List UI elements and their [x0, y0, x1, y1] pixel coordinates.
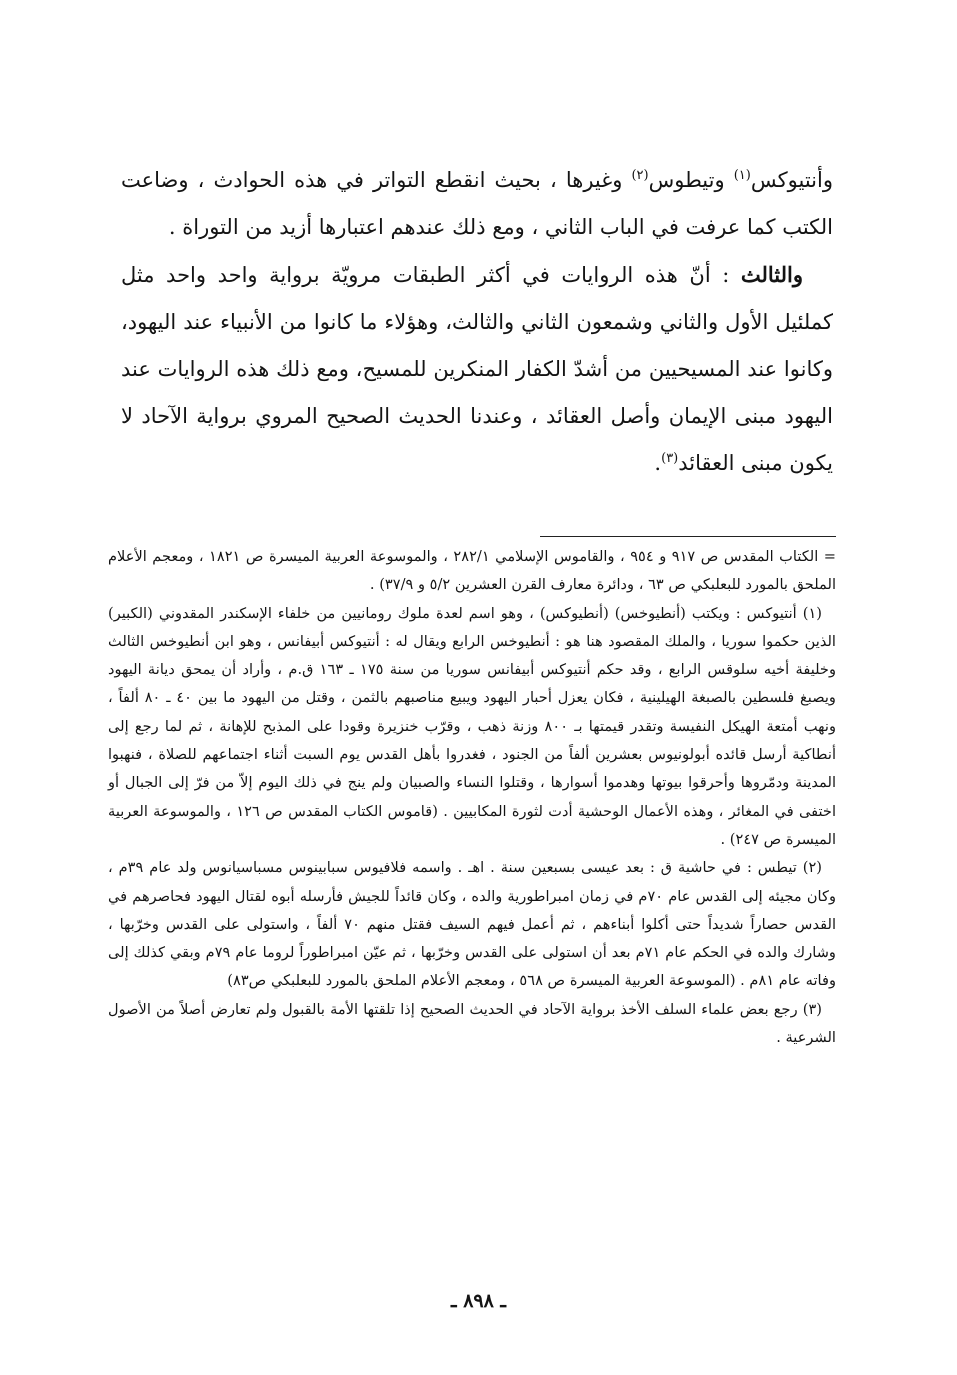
- footnote-1: (١) أنتيوكس : ويكتب (أنطيوخس) (أنطيوكس) ، وهو اسم لعدة ملوك رومانيين من خلفاء الإسكندر المقدوني (الكبير) الذين حكموا سوريا ، والملك المقصود هنا هو : أنطيوخس الرابع ويقال له : أنتيوكس أبيفانس ، وهو ابن أنطيوخس الثالث وخليفة أخيه سلوقس الرابع ، وقد حكم أنتيوكس أبيفانس سوريا من سنة ١٧٥ ـ ١٦٣ ق.م ، وأراد أن يمحق ديانة اليهود ويصبغ فلسطين بالصبغة الهيلينية ، فكان يعزل أحبار اليهود ويبيع مناصبهم بالثمن ، وقتل من اليهود ما بين ٤٠ ـ ٨٠ ألفاً ، ونهب أمتعة الهيكل النفيسة وتقدر قيمتها بـ ٨٠٠ وزنة ذهب ، وقرّب خنزيرة وقودا على المذبح للإهانة ، ثم لما رجع إلى أنطاكية أرسل قائده أبولونيوس بعشرين ألفاً من الجنود ، فغدروا بأهل القدس يوم السبت أثناء اجتماعهم للصلاة ، فنهبوا المدينة ودمّروها وأحرقوا بيوتها وهدموا أسوارها ، وقتلوا النساء والصبيان ولم ينج في ذلك اليوم إلاّ من فرّ إلى الجبال أو اختفى في المغائر ، وهذه الأعمال الوحشية أدت لثورة المكابيين . (قاموس الكتاب المقدس ص ١٢٦ ، والموسوعة العربية الميسرة ص ٢٤٧) .: [108, 604, 837, 848]
- paragraph-1: [121, 157, 833, 251]
- footnotes: [108, 543, 836, 1052]
- footnote-continuation: = الكتاب المقدس ص ٩١٧ و ٩٥٤ ، والقاموس الإسلامي ٢٨٢/١ ، والموسوعة العربية الميسرة ص ١٨٢١ ، ومعجم الأعلام الملحق بالمورد للبعلبكي ص ٦٣ ، ودائرة معارف القرن العشرين ٥/٢ و ٣٧/٩) .: [108, 548, 837, 594]
- footnote-ref-1: (١): [733, 168, 751, 183]
- page-number: ـ ٨٩٨ ـ: [451, 1290, 506, 1312]
- main-text: [121, 157, 833, 487]
- paragraph-1-text-a: وأنتيوكس: [750, 168, 833, 192]
- paragraph-2-end: .: [654, 451, 662, 475]
- footnote-ref-2: (٢): [631, 168, 649, 183]
- paragraph-2-lead: والثالث: [740, 262, 803, 287]
- footnote-2: (٢) تيطس : في حاشية ق : بعد عيسى بسبعين سنة . اهـ . واسمه فلافيوس سبابينوس مسباسيانوس ولد عام ٣٩م ، وكان مجيئه إلى القدس عام ٧٠م في زمان امبراطورية والده ، وكان قائداً للجيش فأرسله أبوه لقتال اليهود فحاصرهم في القدس حصاراً شديداً حتى أكلوا أبناءهم ، ثم أعمل فيهم السيف فقتل منهم ٧٠ ألفاً ، واستولى على القدس وخرّبها ، وشارك والده في الحكم عام ٧١م بعد أن استولى على القدس وخرّبها ، ثم عيّن امبراطوراً لروما عام ٧٩م وبقي كذلك إلى وفاته عام ٨١م . (الموسوعة العربية الميسرة ص ٥٦٨ ، ومعجم الأعلام الملحق بالمورد للبعلبكي ص٨٣): [108, 859, 836, 990]
- paragraph-1-text-c: وغيرها ، بحيث انقطع التواتر في هذه الحوادث ، وضاعت الكتب كما عرفت في الباب الثاني ، ومع ذلك عندهم اعتبارها أزيد من التوراة .: [121, 168, 833, 239]
- paragraph-2-text: : أنّ هذه الروايات في أكثر الطبقات مرويّة برواية واحد واحد مثل كملئيل الأول والثاني وشمعون الثاني والثالث، وهؤلاء ما كانوا من الأنبياء عند اليهود، وكانوا عند المسيحيين من أشدّ الكفار المنكرين للمسيح، ومع ذلك هذه الروايات عند اليهود مبنى الإيمان وأصل العقائد ، وعندنا الحديث الصحيح المروي برواية الآحاد لا يكون مبنى العقائد: [121, 263, 833, 475]
- paragraph-1-text-b: وتيطوس: [648, 168, 734, 192]
- footnote-separator: [540, 536, 836, 537]
- footnote-ref-3: (٣): [661, 451, 679, 466]
- footnote-3: (٣) رجع بعض علماء السلف الأخذ برواية الآحاد في الحديث الصحيح إذا تلقتها الأمة بالقبول ولم تعارض أصلاً من الأصول الشرعية .: [108, 1000, 836, 1047]
- paragraph-2: [121, 251, 833, 487]
